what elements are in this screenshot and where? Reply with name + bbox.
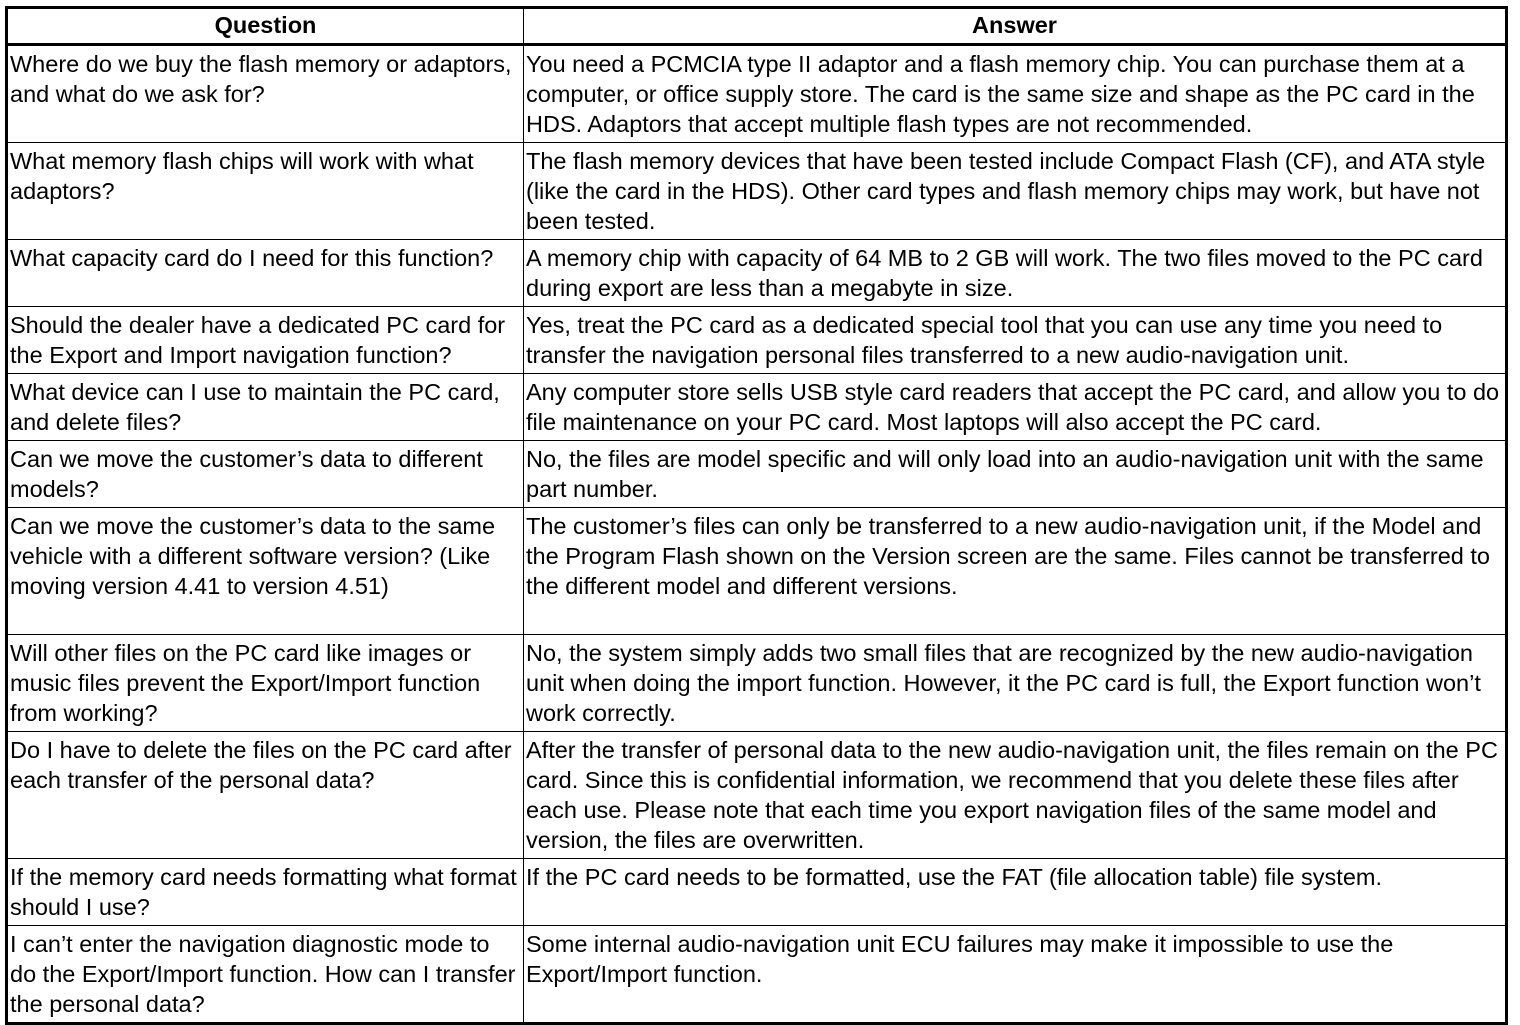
answer-cell: A memory chip with capacity of 64 MB to 2 GB will work. The two files moved to the PC card during export are less than a megabyte in size. [524,240,1507,307]
table-row [7,859,1507,926]
answer-cell: Some internal audio-navigation unit ECU failures may make it impossible to use the Export/Import function. [524,926,1507,1024]
answer-cell: After the transfer of personal data to the new audio-navigation unit, the files remain on the PC card. Since this is confidential information, we recommend that you delete these files after each use. Please note that each time you export navigation files of the same model and version, the files are overwritten. [524,732,1507,859]
question-cell: What memory flash chips will work with what adaptors? [7,143,524,240]
question-cell: Should the dealer have a dedicated PC card for the Export and Import navigation function? [7,307,524,374]
answer-cell: If the PC card needs to be formatted, use the FAT (file allocation table) file system. [524,859,1507,926]
table-row [7,926,1507,1024]
table-row [7,732,1507,859]
answer-cell: The flash memory devices that have been tested include Compact Flash (CF), and ATA style (like the card in the HDS). Other card types and flash memory chips may work, but have not been tested. [524,143,1507,240]
table-row [7,441,1507,508]
faq-table [5,6,1508,1025]
answer-cell: You need a PCMCIA type II adaptor and a flash memory chip. You can purchase them at a computer, or office supply store. The card is the same size and shape as the PC card in the HDS. Adaptors that accept multiple flash types are not recommended. [524,45,1507,143]
table-row [7,374,1507,441]
question-cell: Where do we buy the flash memory or adaptors, and what do we ask for? [7,45,524,143]
table-row [7,143,1507,240]
question-cell: Can we move the customer’s data to different models? [7,441,524,508]
table-row [7,508,1507,635]
question-cell: What device can I use to maintain the PC card, and delete files? [7,374,524,441]
table-row [7,635,1507,732]
question-column-header: Question [7,8,524,45]
header-row [7,8,1507,45]
answer-cell: No, the system simply adds two small files that are recognized by the new audio-navigation unit when doing the import function. However, it the PC card is full, the Export function won’t work correctly. [524,635,1507,732]
answer-cell: Yes, treat the PC card as a dedicated special tool that you can use any time you need to transfer the navigation personal files transferred to a new audio-navigation unit. [524,307,1507,374]
question-cell: I can’t enter the navigation diagnostic mode to do the Export/Import function. How can I transfer the personal data? [7,926,524,1024]
question-cell: Can we move the customer’s data to the same vehicle with a different software version? (Like moving version 4.41 to version 4.51) [7,508,524,635]
answer-cell: No, the files are model specific and will only load into an audio-navigation unit with the same part number. [524,441,1507,508]
answer-cell: The customer’s files can only be transferred to a new audio-navigation unit, if the Model and the Program Flash shown on the Version screen are the same. Files cannot be transferred to the different model and different versions. [524,508,1507,635]
question-cell: Do I have to delete the files on the PC card after each transfer of the personal data? [7,732,524,859]
table-row [7,240,1507,307]
table-row [7,307,1507,374]
answer-cell: Any computer store sells USB style card readers that accept the PC card, and allow you to do file maintenance on your PC card. Most laptops will also accept the PC card. [524,374,1507,441]
table-row [7,45,1507,143]
question-cell: What capacity card do I need for this function? [7,240,524,307]
answer-column-header: Answer [524,8,1507,45]
question-cell: Will other files on the PC card like images or music files prevent the Export/Import function from working? [7,635,524,732]
question-cell: If the memory card needs formatting what format should I use? [7,859,524,926]
